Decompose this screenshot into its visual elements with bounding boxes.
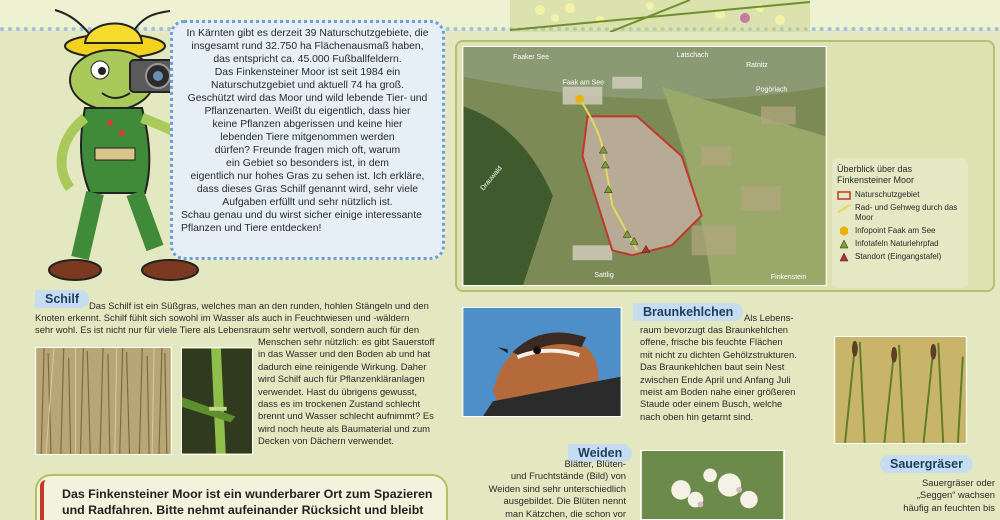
weiden-text (478, 458, 626, 520)
legend-label: Naturschutzgebiet (855, 190, 920, 199)
map-label: Sattlig (594, 272, 614, 280)
sauergraeser-text-line: „Seggen“ wachsen (916, 489, 995, 501)
schilf-text-line: Menschen sehr nützlich: es gibt Sauerstoff (258, 336, 435, 347)
intro-speech-box (170, 20, 445, 260)
reed-photo (35, 347, 172, 455)
section-title-sauergraeser: Sauergräser (880, 455, 973, 473)
braunkehlchen-text-line: Das Braunkehlchen baut sein Nest (640, 361, 785, 373)
intro-line: Pflanzenarten. Weißt du eigentlich, dass hier (204, 106, 411, 117)
intro-line: In Kärnten gibt es derzeit 39 Naturschutzgebiete, die (186, 28, 429, 39)
weiden-text-line: Blätter, Blüten- (564, 458, 626, 469)
braunkehlchen-text-line: meist am Boden nahe einer größeren (640, 386, 796, 398)
intro-line: Das Finkensteiner Moor ist seit 1984 ein (214, 67, 401, 78)
legend-label: Rad- und Gehweg durch das Moor (855, 203, 958, 222)
braunkehlchen-text-line: Staude oder einem Busch, welche (640, 398, 783, 410)
legend-item (837, 203, 963, 223)
map-label: Drauwald (479, 165, 504, 193)
map-label: Pogöriach (756, 86, 788, 94)
braunkehlchen-text-line: zwischen Ende April und Anfang Juli (640, 373, 791, 385)
legend-label: Infotafeln Naturlehrpfad (855, 239, 939, 248)
weiden-text-line: Weiden sind sehr unterschiedlich (488, 482, 626, 494)
braunkehlchen-text-line: nach oben hin getarnt sind. (640, 410, 754, 422)
weiden-text-line: ausgebildet. Die Blüten nennt (503, 495, 626, 507)
legend-item (837, 226, 963, 236)
map-label: Finkenstein (770, 274, 807, 282)
schilf-text-line: verwendet. Hast du übrigens gewusst, (258, 385, 417, 397)
flower-decoration (510, 0, 810, 32)
aerial-map (462, 46, 827, 286)
path-icon (837, 203, 851, 213)
triangle-icon (837, 239, 851, 249)
schilf-text-line: wird Schilf auch für Pflanzenkläranlagen (258, 373, 425, 385)
intro-line: das entspricht ca. 45.000 Fußballfeldern. (213, 54, 402, 65)
schilf-column-text (258, 336, 453, 448)
map-label: Faaker See (513, 53, 549, 61)
legend-item (837, 239, 963, 249)
schilf-text-line: brennt und Wasser schlecht aufnimmt? Es (258, 410, 434, 422)
legend-label: Infopoint Faak am See (855, 226, 936, 235)
sauergraeser-text-line: häufig an feuchten bis (903, 501, 995, 513)
area-icon (837, 190, 851, 200)
map-label: Ratnitz (746, 61, 768, 69)
legend-item (837, 190, 963, 200)
sauergraeser-photo (834, 336, 967, 444)
map-legend (832, 158, 968, 288)
hexagon-icon (837, 226, 851, 236)
schilf-text-line: wird noch heute als Baumaterial und zum (258, 422, 430, 434)
weiden-text-line: man Kätzchen, die schon vor (505, 507, 626, 519)
braunkehlchen-text-line: raum bevorzugt das Braunkehlchen (640, 324, 789, 335)
footer-line: und Radfahren. Bitte nehmt aufeinander Rücksicht und bleibt (62, 503, 424, 517)
intro-line: dass dieses Gras Schilf genannt wird, sehr viele (196, 184, 419, 195)
footer-accent (40, 480, 48, 520)
sauergraeser-text-line: Sauergräser oder (922, 477, 995, 488)
section-title-schilf: Schilf (35, 290, 89, 308)
sauergraeser-text (875, 477, 995, 514)
legend-item (837, 252, 963, 262)
intro-line: Naturschutzgebiet und aktuell 74 ha groß. (211, 80, 404, 91)
legend-label: Standort (Eingangstafel) (855, 252, 942, 261)
footer-notice (35, 474, 448, 520)
schilf-text-line: Das Schilf ist ein Süßgras, welches man an den runden, hohlen Stängeln und den (89, 300, 429, 311)
intro-line: ein Gebiet so besonders ist, in dem (226, 158, 389, 169)
schilf-text-line: dadurch eine reinigende Wirkung. Daher (258, 360, 427, 372)
weiden-text-line: und Fruchtstände (Bild) von (510, 470, 626, 482)
braunkehlchen-photo (462, 307, 622, 417)
intro-line: insgesamt rund 32.750 ha Flächenausmaß haben, (191, 41, 424, 52)
schilf-text-line: Decken von Dächern verwendet. (258, 435, 395, 447)
braunkehlchen-text-line: mit nicht zu dichten Gehölzstrukturen. (640, 348, 797, 360)
intro-line: Geschützt wird das Moor und wild lebende Tier- und (187, 93, 428, 104)
weiden-photo (640, 450, 785, 520)
braunkehlchen-text (640, 324, 830, 423)
intro-line: dürfen? Freunde fragen mich oft, warum (214, 145, 401, 156)
intro-line: Aufgaben erfüllt und sehr nützlich ist. (222, 197, 393, 208)
section-title-braunkehlchen: Braunkehlchen (633, 303, 743, 321)
legend-title: Überblick über das Finkensteiner Moor (837, 164, 915, 185)
schilf-text-line: sehr wohl. Es ist nicht nur für viele Tiere als Lebensraum sehr wertvoll, sondern auch für den (35, 324, 420, 335)
intro-line: eigentlich nur hohes Gras zu sehen ist. Ich erkläre, (190, 171, 425, 182)
section-title-weiden: Weiden (568, 444, 632, 462)
map-label: Latschach (676, 51, 709, 59)
reed-stem-photo (181, 347, 253, 455)
schilf-text-line: dass es im trockenen Zustand schlecht (258, 398, 421, 410)
intro-line: keine Pflanzen abgerissen und keine hier (212, 119, 403, 130)
schilf-text-line: in das Wasser und den Boden ab und hat (258, 348, 431, 360)
braunkehlchen-text-line: offene, frische bis feuchte Flächen (640, 336, 783, 348)
map-label: Faak am See (562, 79, 604, 87)
intro-line: lebenden Tiere mitgenommen werden (220, 132, 395, 143)
braunkehlchen-text-line: Als Lebens- (744, 312, 794, 323)
footer-line: Das Finkensteiner Moor ist ein wunderbarer Ort zum Spazieren (62, 487, 433, 501)
triangle-icon (837, 252, 851, 262)
intro-line: Schau genau und du wirst sicher einige interessante (181, 210, 422, 221)
schilf-text-line: Knoten erkennt. Schilf fühlt sich sowohl im Wasser als auch in Feuchtwiesen und -wäldern (35, 312, 410, 323)
intro-line: Pflanzen und Tiere entdecken! (181, 223, 322, 234)
